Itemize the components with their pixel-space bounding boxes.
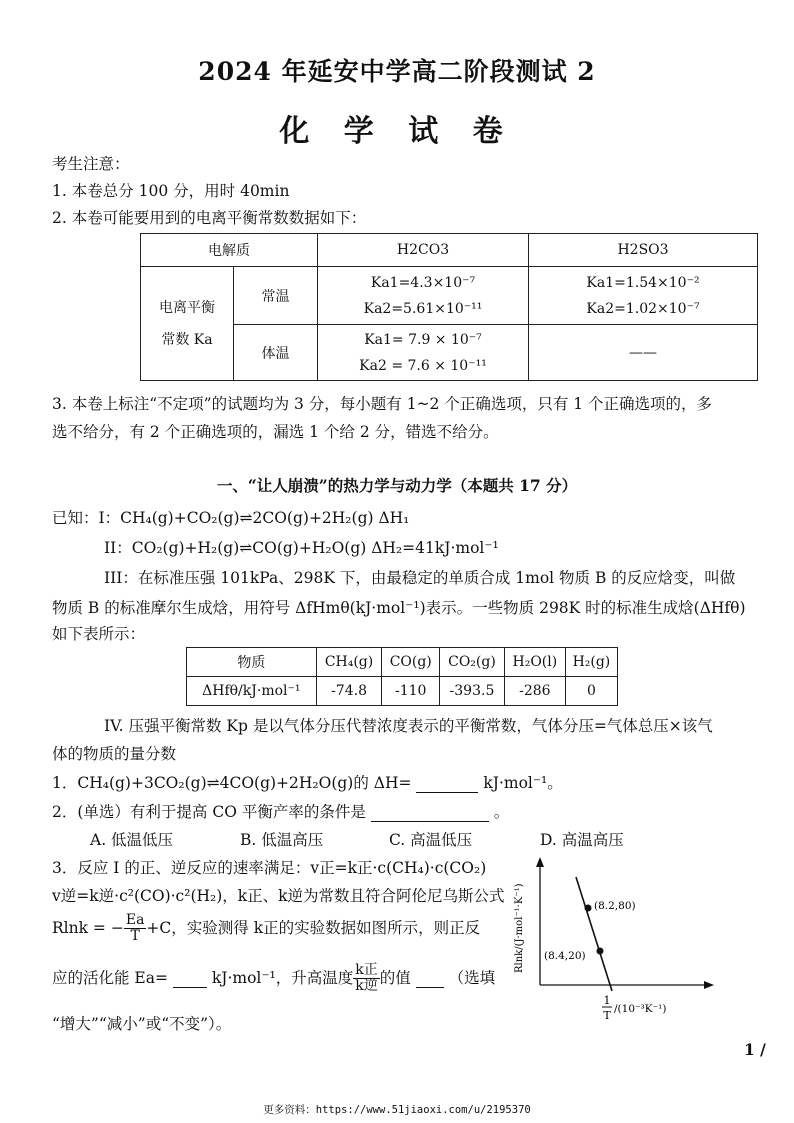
- y-axis-arrow: [536, 857, 544, 867]
- h2co3-body-ka1: Ka1= 7.9 × 10⁻⁷: [364, 331, 482, 348]
- q3-ea-blank[interactable]: [173, 969, 207, 988]
- x-label-unit: /(10⁻³K⁻¹): [614, 1003, 667, 1015]
- point-1-label: (8.2,80): [594, 900, 636, 912]
- arrhenius-fraction: [124, 913, 147, 945]
- arrhenius-numerator: Ea: [125, 912, 145, 928]
- footer-link[interactable]: 更多资料：https://www.51jiaoxi.com/u/2195370: [263, 1104, 531, 1116]
- known-4-line2: 体的物质的量分数: [52, 745, 177, 763]
- q1-unit: kJ·mol⁻¹。: [483, 774, 563, 792]
- x-label-numerator: 1: [603, 994, 611, 1007]
- enthalpy-header-0: 物质: [187, 648, 317, 677]
- known-3-line2: 物质 B 的标准摩尔生成焓，用符号 ΔfHmθ(kJ·mol⁻¹)表示。一些物质 298K 时的标准生成焓(ΔHfθ): [52, 599, 746, 617]
- question-2: [52, 800, 509, 822]
- k-ratio-fraction: [353, 963, 379, 995]
- note-3-line2: 选不给分，有 2 个正确选项的，漏选 1 个给 2 分，错选不给分。: [52, 423, 499, 441]
- arrhenius-lhs: Rlnk = −: [52, 918, 124, 937]
- page-number: 1 /: [744, 1040, 766, 1059]
- enthalpy-value-0: -74.8: [316, 677, 382, 706]
- q1-answer-blank[interactable]: [416, 774, 478, 793]
- rlnk-vs-inverse-t-graph: [500, 855, 725, 1030]
- q3-trend-blank[interactable]: [416, 969, 444, 988]
- q2-option-c: C. 高温低压: [389, 831, 473, 849]
- h2so3-normal-cell: [529, 267, 758, 325]
- known-1: 已知：I：CH₄(g)+CO₂(g)⇌2CO(g)+2H₂(g) ΔH₁: [52, 509, 410, 527]
- enthalpy-row-label: ΔHfθ/kJ·mol⁻¹: [187, 677, 317, 706]
- page-subtitle: 化 学 试 卷: [279, 114, 515, 149]
- h2so3-normal-ka1: Ka1=1.54×10⁻²: [586, 274, 700, 291]
- h2so3-body-cell: ——: [529, 325, 758, 381]
- q2-option-d: D. 高温高压: [540, 831, 624, 849]
- note-2: 2. 本卷可能要用到的电离平衡常数数据如下：: [52, 209, 367, 227]
- q3-line-2: v逆=k逆·c²(CO)·c²(H₂)，k正、k逆为常数且符合阿伦尼乌斯公式: [52, 887, 505, 905]
- q3-line-1: 3．反应 I 的正、逆反应的速率满足：v正=k正·c(CH₄)·c(CO₂): [52, 859, 487, 877]
- q3-line-5: “增大”“减小”或“不变”）。: [52, 1015, 232, 1033]
- row-label-cell: [141, 267, 234, 381]
- page-title: 2024 年延安中学高二阶段测试 2: [198, 57, 596, 86]
- x-label-denominator: T: [603, 1009, 611, 1022]
- ionization-constant-table: [140, 233, 758, 381]
- notes-heading: 考生注意：: [52, 155, 130, 173]
- h2co3-body-cell: [318, 325, 529, 381]
- h2so3-normal-ka2: Ka2=1.02×10⁻⁷: [586, 300, 700, 317]
- q2-text: 2．(单选）有利于提高 CO 平衡产率的条件是: [52, 803, 366, 821]
- x-axis-arrow: [704, 981, 714, 989]
- data-point-2: [597, 948, 604, 955]
- header-h2so3: H2SO3: [529, 234, 758, 267]
- enthalpy-table: [186, 647, 618, 706]
- known-4-line1: IV. 压强平衡常数 Kp 是以气体分压代替浓度表示的平衡常数，气体分压=气体总压×该气: [104, 717, 713, 735]
- h2co3-normal-cell: [318, 267, 529, 325]
- question-1: [52, 771, 563, 793]
- header-h2co3: H2CO3: [318, 234, 529, 267]
- q2-end: 。: [493, 803, 510, 821]
- known-3-line1: III：在标准压强 101kPa、298K 下，由最稳定的单质合成 1mol 物质 B 的反应焓变，叫做: [104, 569, 736, 587]
- y-axis-label: Rlnk/(J·mol⁻¹·K⁻¹): [514, 883, 525, 973]
- q2-answer-blank[interactable]: [371, 803, 489, 822]
- enthalpy-value-2: -393.5: [440, 677, 505, 706]
- row-label-line1: 电离平衡: [159, 299, 215, 316]
- enthalpy-header-5: H₂(g): [565, 648, 617, 677]
- point-2-label: (8.4,20): [544, 950, 586, 962]
- q2-option-b: B. 低温高压: [240, 831, 324, 849]
- q3-formula-line: [52, 913, 480, 945]
- q3-line-4: [52, 963, 495, 995]
- enthalpy-value-3: -286: [504, 677, 565, 706]
- fit-line: [576, 877, 612, 991]
- known-3-line3: 如下表所示：: [52, 625, 146, 643]
- q3-select-text: （选填: [448, 968, 496, 987]
- arrhenius-rhs: +C，实验测得 k正的实验数据如图所示，则正反: [146, 918, 481, 937]
- data-point-1: [585, 905, 592, 912]
- normal-temp-label: 常温: [234, 267, 318, 325]
- enthalpy-header-4: H₂O(l): [504, 648, 565, 677]
- enthalpy-header-row: [187, 648, 618, 677]
- enthalpy-header-1: CH₄(g): [316, 648, 382, 677]
- section-heading: 一、“让人崩溃”的热力学与动力学（本题共 17 分）: [216, 476, 578, 495]
- note-1: 1. 本卷总分 100 分，用时 40min: [52, 182, 290, 200]
- h2co3-body-ka2: Ka2 = 7.6 × 10⁻¹¹: [359, 357, 487, 374]
- k-ratio-denominator: k逆: [355, 978, 378, 995]
- h2co3-normal-ka2: Ka2=5.61×10⁻¹¹: [363, 300, 483, 317]
- enthalpy-value-row: [187, 677, 618, 706]
- enthalpy-value-1: -110: [382, 677, 440, 706]
- q2-option-a: A. 低温低压: [90, 831, 174, 849]
- enthalpy-value-4: 0: [565, 677, 617, 706]
- q3-mid-text: kJ·mol⁻¹，升高温度: [211, 968, 354, 987]
- note-3-line1: 3. 本卷上标注“不定项”的试题均为 3 分，每小题有 1~2 个正确选项，只有 1 个正确选项的，多: [52, 395, 713, 413]
- q3-ea-text: 应的活化能 Ea=: [52, 968, 168, 987]
- q3-value-text: 的值: [379, 968, 411, 987]
- enthalpy-header-3: CO₂(g): [440, 648, 505, 677]
- row-label-line2: 常数 Ka: [161, 331, 213, 348]
- k-ratio-numerator: k正: [355, 962, 378, 978]
- h2co3-normal-ka1: Ka1=4.3×10⁻⁷: [370, 274, 476, 291]
- known-2: II：CO₂(g)+H₂(g)⇌CO(g)+H₂O(g) ΔH₂=41kJ·mol⁻¹: [104, 539, 499, 557]
- enthalpy-header-2: CO(g): [382, 648, 440, 677]
- arrhenius-denominator: T: [130, 928, 140, 945]
- q1-text: 1．CH₄(g)+3CO₂(g)⇌4CO(g)+2H₂O(g)的 ΔH=: [52, 774, 412, 792]
- body-temp-label: 体温: [234, 325, 318, 381]
- header-electrolyte: 电解质: [141, 234, 318, 267]
